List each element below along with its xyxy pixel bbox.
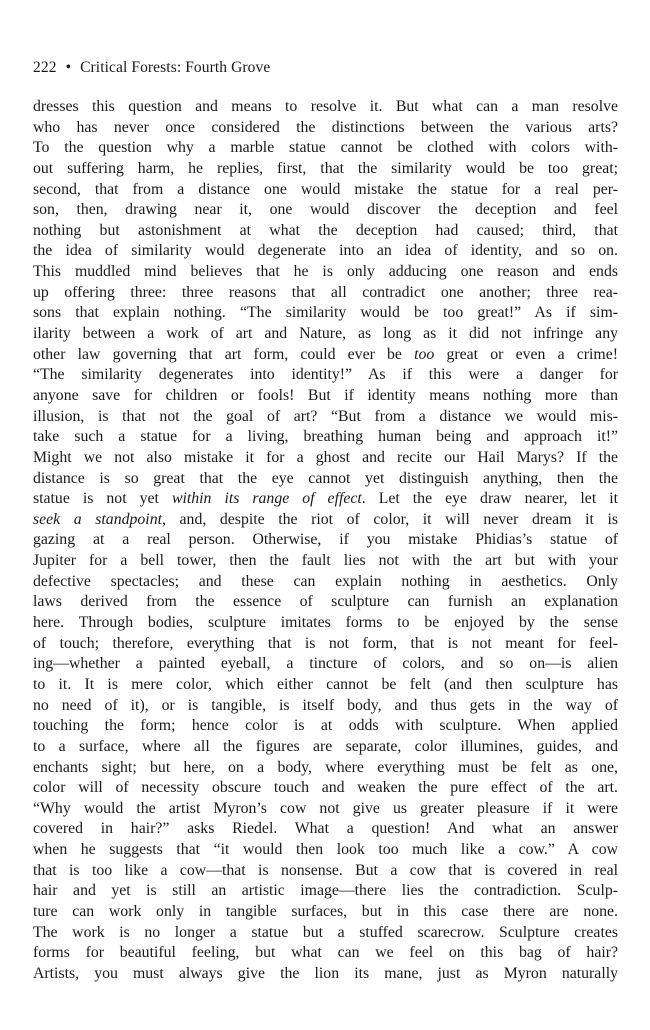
text-line: [33, 180, 618, 201]
text-segment: Artists, you must always give the lion its mane, just as Myron naturally: [33, 964, 618, 982]
text-line: [33, 778, 618, 799]
text-line: [33, 345, 618, 366]
text-segment: ing—whether a painted eyeball, a tincture of colors, and so on—is alien: [33, 655, 618, 673]
text-segment: that is too like a cow—that is nonsense. But a cow that is covered in real: [33, 861, 618, 879]
text-segment: Might we not also mistake it for a ghost and recite our Hail Marys? If the: [33, 448, 618, 466]
text-segment: defective spectacles; and these can explain nothing in aesthetics. Only: [33, 572, 618, 590]
text-segment: “The similarity degenerates into identity!” As if this were a danger for: [33, 366, 618, 384]
text-segment: forms for beautiful feeling, but what can we feel on this bag of hair?: [33, 944, 618, 962]
text-line: [33, 881, 618, 902]
text-segment: to it. It is mere color, which either cannot be felt (and then sculpture has: [33, 675, 618, 693]
text-line: [33, 241, 618, 262]
text-line: [33, 530, 618, 551]
text-segment: To the question why a marble statue cannot be clothed with colors with-: [33, 139, 618, 157]
text-segment: no need of it), or is tangible, is itself body, and thus gets in the way of: [33, 696, 618, 714]
text-line: [33, 551, 618, 572]
text-line: [33, 97, 618, 118]
text-line: [33, 819, 618, 840]
text-line: [33, 469, 618, 490]
text-line: [33, 675, 618, 696]
text-line: [33, 654, 618, 675]
text-line: [33, 943, 618, 964]
text-line: [33, 572, 618, 593]
text-segment: laws derived from the essence of sculpture can furnish an explanation: [33, 593, 618, 611]
italic-text: too: [414, 345, 435, 363]
text-line: [33, 737, 618, 758]
text-line: [33, 716, 618, 737]
text-segment: touching the form; hence color is at odds with sculpture. When applied: [33, 717, 618, 735]
text-segment: statue is not yet: [33, 490, 172, 508]
italic-text: seek a standpoint: [33, 510, 162, 528]
text-line: [33, 613, 618, 634]
text-line: [33, 221, 618, 242]
text-segment: second, that from a distance one would mistake the statue for a real per-: [33, 180, 618, 198]
text-line: [33, 118, 618, 139]
text-line: [33, 427, 618, 448]
text-segment: illusion, is that not the goal of art? “But from a distance we would mis-: [33, 407, 618, 425]
text-segment: son, then, drawing near it, one would discover the deception and feel: [33, 201, 618, 219]
text-line: [33, 510, 618, 531]
text-line: [33, 262, 618, 283]
text-segment: ture can work only in tangible surfaces, but in this case there are none.: [33, 902, 618, 920]
text-segment: hair and yet is still an artistic image—there lies the contradiction. Sculp-: [33, 882, 618, 900]
text-line: [33, 200, 618, 221]
text-segment: gazing at a real person. Otherwise, if you mistake Phidias’s statue of: [33, 531, 618, 549]
text-segment: Jupiter for a bell tower, then the fault lies not with the art but with your: [33, 552, 618, 570]
text-segment: . Let the eye draw nearer, let it: [361, 490, 618, 508]
body-text: [33, 97, 618, 985]
text-line: [33, 324, 618, 345]
text-segment: out suffering harm, he replies, first, that the similarity would be too great;: [33, 159, 618, 177]
running-title: Critical Forests: Fourth Grove: [80, 59, 271, 76]
text-line: [33, 758, 618, 779]
text-line: [33, 159, 618, 180]
text-segment: covered in hair?” asks Riedel. What a question! And what an answer: [33, 820, 618, 838]
text-line: [33, 489, 618, 510]
text-line: [33, 592, 618, 613]
running-head: [33, 58, 270, 78]
italic-text: within its range of effect: [171, 490, 362, 508]
text-line: [33, 634, 618, 655]
text-segment: nothing but astonishment at what the deception had caused; third, that: [33, 221, 618, 239]
text-segment: color will of necessity obscure touch and weaken the pure effect of the art.: [33, 779, 618, 797]
text-line: [33, 407, 618, 428]
text-segment: the idea of similarity would degenerate into an idea of identity, and so on.: [33, 242, 618, 260]
text-segment: here. Through bodies, sculpture imitates forms to be enjoyed by the sense: [33, 614, 618, 632]
text-segment: great or even a crime!: [434, 345, 618, 363]
text-line: [33, 283, 618, 304]
text-segment: of touch; therefore, everything that is not form, that is not meant for feel-: [33, 634, 618, 652]
text-line: [33, 964, 618, 985]
text-line: [33, 386, 618, 407]
text-line: [33, 138, 618, 159]
text-segment: The work is no longer a statue but a stuffed scarecrow. Sculpture creates: [33, 923, 618, 941]
text-segment: when he suggests that “it would then look too much like a cow.” A cow: [33, 841, 618, 859]
page-number: 222: [33, 59, 57, 76]
text-segment: distance is so great that the eye cannot yet distinguish anything, then the: [33, 469, 618, 487]
text-line: [33, 840, 618, 861]
text-segment: anyone save for children or fools! But if identity means nothing more than: [33, 386, 618, 404]
text-segment: dresses this question and means to resolve it. But what can a man resolve: [33, 98, 618, 115]
text-segment: This muddled mind believes that he is only adducing one reason and ends: [33, 263, 618, 281]
header-separator: •: [65, 59, 72, 76]
text-line: [33, 799, 618, 820]
text-segment: take such a statue for a living, breathing human being and approach it!”: [33, 428, 618, 446]
text-segment: enchants sight; but here, on a body, where everything must be felt as one,: [33, 758, 618, 776]
text-line: [33, 923, 618, 944]
text-segment: to a surface, where all the figures are separate, color illumines, guides, and: [33, 737, 618, 755]
text-segment: who has never once considered the distinctions between the various arts?: [33, 118, 618, 136]
text-segment: “Why would the artist Myron’s cow not give us greater pleasure if it were: [33, 799, 618, 817]
text-line: [33, 696, 618, 717]
text-segment: other law governing that art form, could ever be: [33, 345, 415, 363]
text-segment: ilarity between a work of art and Nature, as long as it did not infringe any: [33, 325, 618, 343]
text-segment: sons that explain nothing. “The similarity would be too great!” As if sim-: [33, 304, 618, 322]
text-line: [33, 303, 618, 324]
text-line: [33, 365, 618, 386]
text-segment: up offering three: three reasons that all contradict one another; three rea-: [33, 283, 618, 301]
text-line: [33, 448, 618, 469]
text-segment: , and, despite the riot of color, it will never dream it is: [161, 510, 618, 528]
text-line: [33, 861, 618, 882]
text-line: [33, 902, 618, 923]
